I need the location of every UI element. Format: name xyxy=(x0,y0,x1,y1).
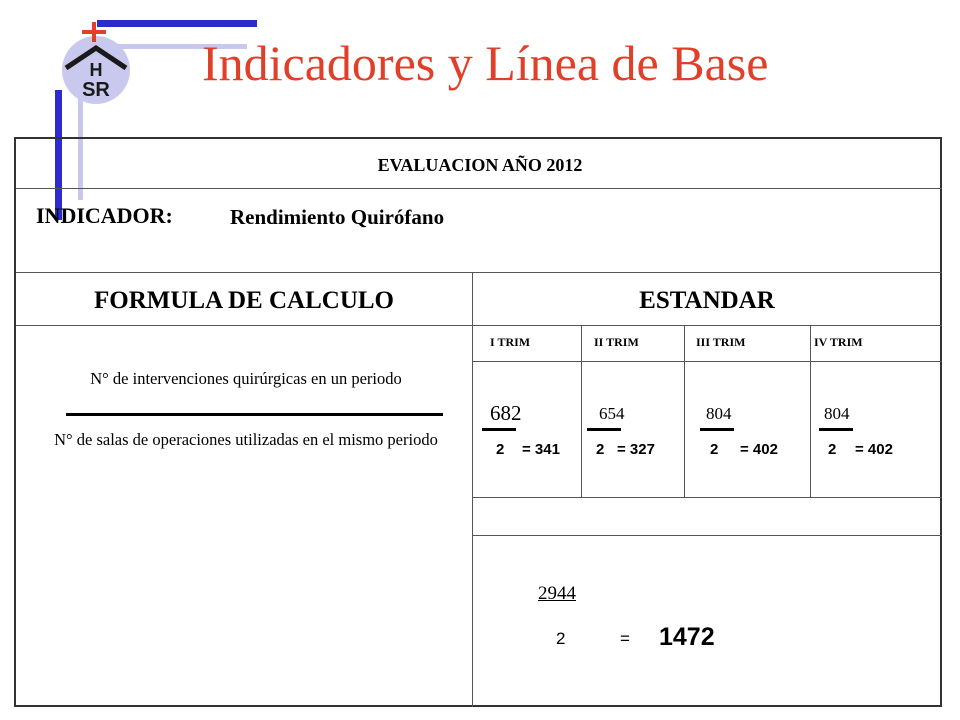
quarter-numerator: 682 xyxy=(490,401,522,425)
column-divider xyxy=(684,325,685,497)
quarter-numerator: 654 xyxy=(599,404,625,423)
column-divider xyxy=(472,272,473,707)
quarter-label: I TRIM xyxy=(490,335,531,349)
quarter-fraction-line xyxy=(819,428,853,431)
quarter-divisor: 2 xyxy=(710,441,719,458)
total-equals: = xyxy=(620,629,630,648)
column-divider xyxy=(810,325,811,497)
formula-fraction-line xyxy=(66,413,443,416)
row-divider xyxy=(16,272,942,273)
hospital-logo-icon xyxy=(58,20,134,104)
total-divisor: 2 xyxy=(556,629,566,648)
quarter-fraction-line xyxy=(587,428,621,431)
quarter-result: = 402 xyxy=(855,441,893,458)
total-result: 1472 xyxy=(659,623,715,651)
indicator-value: Rendimiento Quirófano xyxy=(230,205,445,229)
row-divider xyxy=(16,188,942,189)
row-divider xyxy=(472,361,942,362)
row-divider xyxy=(16,325,942,326)
quarter-fraction-line xyxy=(482,428,516,431)
indicator-table xyxy=(14,137,942,707)
total-numerator: 2944 xyxy=(538,583,576,604)
quarter-numerator: 804 xyxy=(824,404,850,423)
evaluation-year: EVALUACION AÑO 2012 xyxy=(377,155,583,175)
quarter-divisor: 2 xyxy=(496,441,505,458)
quarter-fraction-line xyxy=(700,428,734,431)
formula-header: FORMULA DE CALCULO xyxy=(93,287,394,314)
quarter-label: IV TRIM xyxy=(814,335,863,349)
quarter-label: III TRIM xyxy=(696,335,746,349)
formula-numerator: N° de intervenciones quirúrgicas en un periodo xyxy=(90,369,402,388)
page-title: Indicadores y Línea de Base xyxy=(202,35,769,91)
quarter-result: = 402 xyxy=(740,441,778,458)
row-divider xyxy=(472,535,942,536)
quarter-numerator: 804 xyxy=(706,404,732,423)
svg-text:SR: SR xyxy=(82,79,110,101)
quarter-divisor: 2 xyxy=(828,441,837,458)
quarter-result: = 341 xyxy=(522,441,560,458)
column-divider xyxy=(581,325,582,497)
quarter-result: = 327 xyxy=(617,441,655,458)
quarter-label: II TRIM xyxy=(594,335,639,349)
standard-header: ESTANDAR xyxy=(639,287,775,314)
indicator-label: INDICADOR: xyxy=(36,203,173,228)
svg-text:H: H xyxy=(89,60,103,80)
quarter-divisor: 2 xyxy=(596,441,605,458)
row-divider xyxy=(472,497,942,498)
formula-denominator: N° de salas de operaciones utilizadas en el mismo periodo xyxy=(54,430,438,449)
